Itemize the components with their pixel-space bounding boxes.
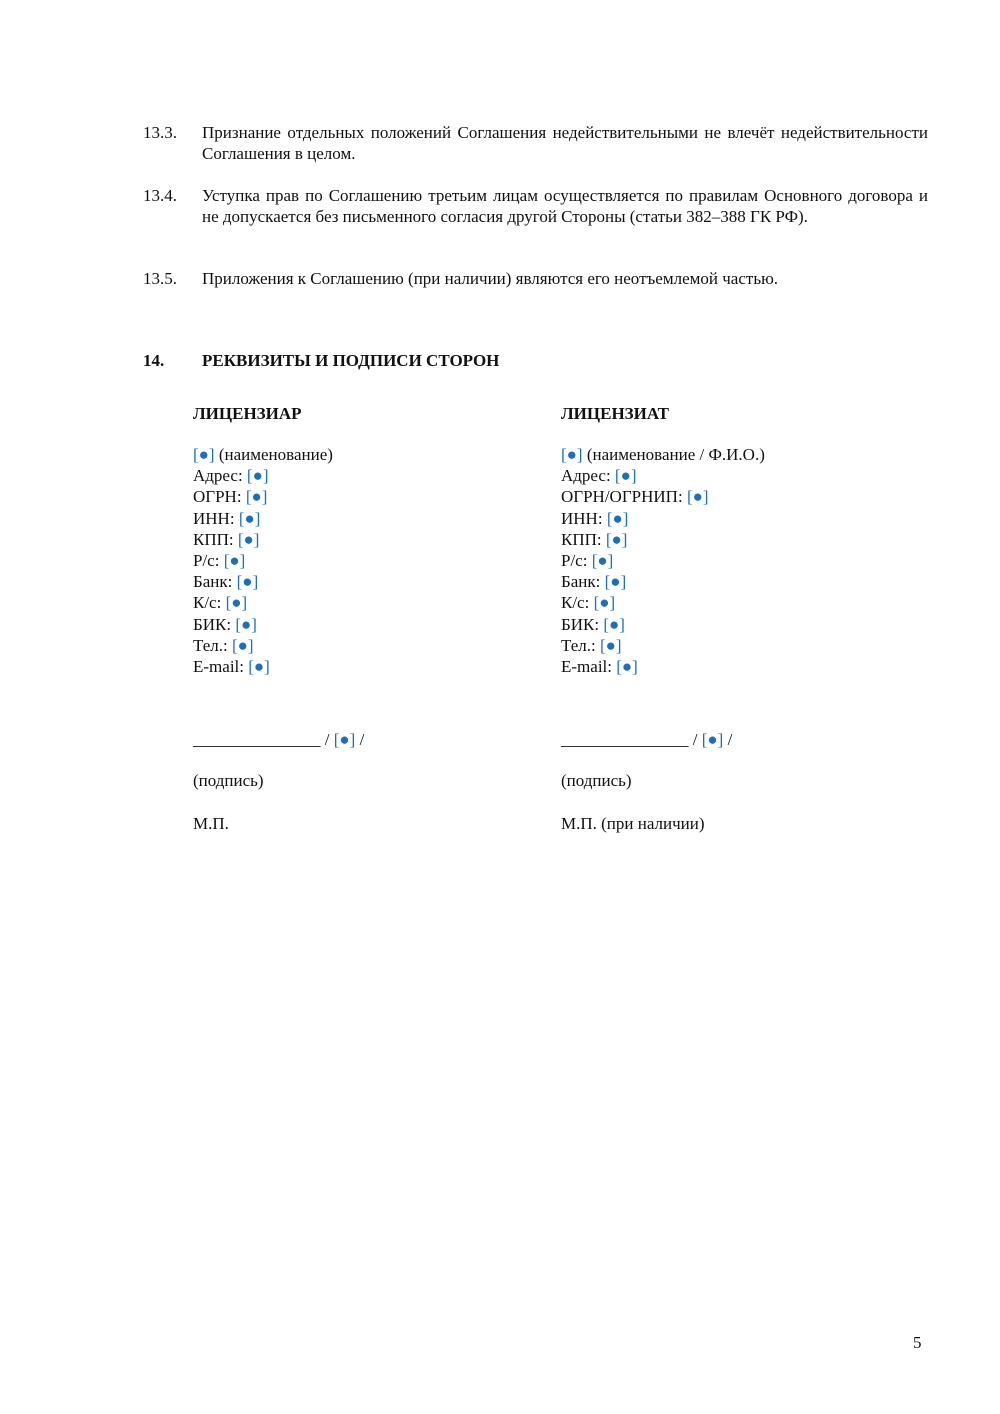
requisite-label: Банк: [561, 572, 605, 592]
licensee-requisites [561, 403, 891, 677]
requisite-label: БИК: [561, 614, 604, 634]
requisite-line [193, 465, 523, 486]
licensor-signature-caption: (подпись) [193, 771, 264, 790]
requisite-label: Адрес: [193, 466, 247, 486]
clause-number: 13.3. [143, 123, 177, 142]
clause-number: 13.4. [143, 186, 177, 205]
requisite-label: Тел.: [193, 635, 232, 655]
placeholder: [●] [238, 508, 261, 528]
name-label: (наименование) [214, 445, 333, 464]
placeholder: [●] [246, 466, 269, 486]
requisite-line [561, 550, 891, 571]
requisite-label: ОГРН: [193, 487, 246, 507]
placeholder: [●] [604, 572, 627, 592]
placeholder: [●] [561, 445, 583, 464]
placeholder: [●] [223, 551, 246, 571]
requisite-label: К/с: [193, 593, 226, 613]
placeholder: [●] [591, 551, 614, 571]
placeholder: [●] [600, 635, 622, 655]
placeholder: [●] [236, 572, 259, 592]
requisite-label: E-mail: [561, 657, 617, 677]
placeholder: [●] [232, 635, 254, 655]
placeholder: [●] [225, 593, 248, 613]
requisite-line [193, 592, 523, 613]
requisite-label: БИК: [193, 614, 236, 634]
licensor-requisites [193, 403, 523, 677]
signature-end: / [723, 730, 733, 749]
requisite-label: Р/с: [193, 551, 224, 571]
requisite-label: КПП: [561, 529, 606, 549]
requisite-label: Адрес: [561, 466, 615, 486]
section-number: 14. [143, 351, 165, 370]
clause-13-4 [143, 185, 928, 227]
clause-text: Приложения к Соглашению (при наличии) являются его неотъемлемой частью. [202, 269, 779, 288]
licensee-stamp: М.П. (при наличии) [561, 814, 705, 833]
placeholder: [●] [605, 529, 628, 549]
requisite-label: КПП: [193, 529, 238, 549]
requisite-line [561, 508, 891, 529]
requisite-label: ИНН: [561, 508, 607, 528]
licensee-signature-line [561, 729, 732, 750]
requisite-line [193, 614, 523, 635]
licensor-fields [193, 444, 523, 677]
requisite-line [561, 465, 891, 486]
placeholder: [●] [616, 657, 638, 677]
licensor-stamp: М.П. [193, 814, 229, 833]
requisite-line [193, 529, 523, 550]
licensee-signature-caption: (подпись) [561, 771, 632, 790]
placeholder: [●] [193, 445, 215, 464]
requisite-line [561, 656, 891, 677]
page-number: 5 [913, 1333, 922, 1352]
requisite-line [561, 592, 891, 613]
placeholder: [●] [333, 730, 356, 749]
clause-13-5 [143, 268, 928, 289]
placeholder: [●] [614, 466, 637, 486]
section-title: РЕКВИЗИТЫ И ПОДПИСИ СТОРОН [202, 351, 500, 370]
requisite-label: Тел.: [561, 635, 600, 655]
placeholder: [●] [686, 487, 709, 507]
placeholder: [●] [235, 614, 257, 634]
placeholder: [●] [603, 614, 625, 634]
requisite-label: Р/с: [561, 551, 592, 571]
placeholder: [●] [245, 487, 268, 507]
placeholder: [●] [237, 529, 260, 549]
section-heading [143, 350, 499, 371]
requisite-line [561, 571, 891, 592]
clause-text: Уступка прав по Соглашению третьим лицам осуществляется по правилам Основного договора и не допускается без письменного согласия другой Стороны (статьи 382–388 ГК РФ). [202, 186, 928, 226]
licensee-name-line [561, 444, 891, 465]
requisite-line [561, 635, 891, 656]
licensor-signature-line [193, 729, 364, 750]
placeholder: [●] [593, 593, 616, 613]
placeholder: [●] [701, 730, 724, 749]
signature-blank: _______________ / [193, 730, 334, 749]
placeholder: [●] [248, 657, 270, 677]
requisite-line [193, 635, 523, 656]
clause-text: Признание отдельных положений Соглашения недействительными не влечёт недействительности Соглашения в целом. [202, 123, 928, 163]
requisite-label: ОГРН/ОГРНИП: [561, 487, 687, 507]
requisite-line [193, 508, 523, 529]
licensor-title: ЛИЦЕНЗИАР [193, 404, 302, 423]
signature-end: / [355, 730, 365, 749]
requisite-label: К/с: [561, 593, 594, 613]
requisite-line [561, 614, 891, 635]
licensee-fields [561, 444, 891, 677]
requisite-line [561, 486, 891, 507]
clause-number: 13.5. [143, 269, 177, 288]
clause-13-3 [143, 122, 928, 164]
licensee-title: ЛИЦЕНЗИАТ [561, 404, 669, 423]
requisite-line [193, 550, 523, 571]
signature-blank: _______________ / [561, 730, 702, 749]
requisite-line [193, 571, 523, 592]
requisite-line [193, 486, 523, 507]
licensor-name-line [193, 444, 523, 465]
requisite-label: Банк: [193, 572, 237, 592]
placeholder: [●] [606, 508, 629, 528]
requisite-line [193, 656, 523, 677]
requisite-line [561, 529, 891, 550]
requisite-label: ИНН: [193, 508, 239, 528]
name-label: (наименование / Ф.И.О.) [582, 445, 765, 464]
requisite-label: E-mail: [193, 657, 249, 677]
